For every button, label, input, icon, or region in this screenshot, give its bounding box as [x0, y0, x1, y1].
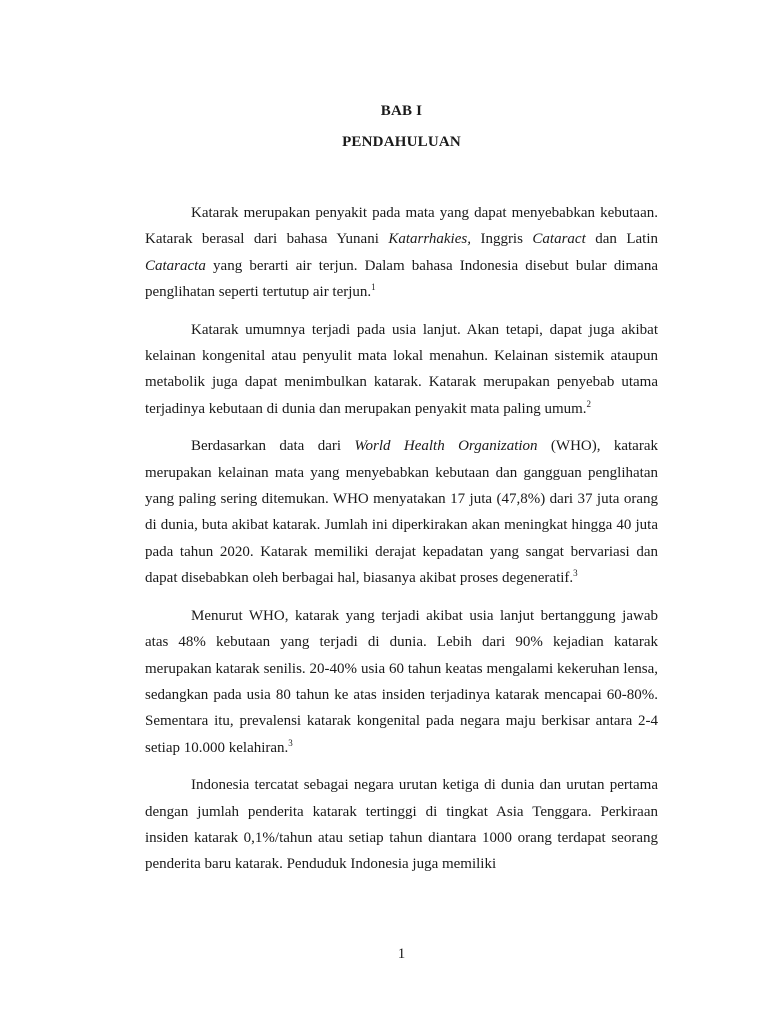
- text-run: yang berarti air terjun. Dalam bahasa Indonesia disebut bular dimana penglihatan seperti tertutup air terjun.: [145, 257, 658, 301]
- paragraph: [145, 772, 658, 878]
- chapter-title: PENDAHULUAN: [342, 134, 461, 150]
- italic-term: Katarrhakies,: [388, 231, 471, 248]
- footnote-ref: 3: [573, 568, 578, 579]
- text-run: Katarak umumnya terjadi pada usia lanjut. Akan tetapi, dapat juga akibat kelainan kongenital atau penyulit mata lokal menahun. Kelainan sistemik ataupun metabolik juga dapat menimbulkan katarak. Katarak merupakan penyebab utama terjadinya kebutaan di dunia dan merupakan penyakit mata paling umum.: [145, 321, 658, 417]
- text-run: Menurut WHO, katarak yang terjadi akibat usia lanjut bertanggung jawab atas 48% kebutaan yang terjadi di dunia. Lebih dari 90% kejadian katarak merupakan katarak senilis. 20-40% usia 60 tahun keatas mengalami kekeruhan lensa, sedangkan pada usia 80 tahun ke atas insiden terjadinya katarak mencapai 60-80%. Sementara itu, prevalensi katarak kongenital pada negara maju berkisar antara 2-4 setiap 10.000 kelahiran.: [145, 607, 658, 756]
- footnote-ref: 3: [288, 737, 293, 748]
- chapter-number: BAB I: [380, 103, 423, 119]
- text-run: dan Latin: [585, 231, 658, 248]
- italic-term: World Health Organization: [354, 438, 538, 455]
- text-run: Indonesia tercatat sebagai negara urutan ketiga di dunia dan urutan pertama dengan jumlah penderita katarak tertinggi di tingkat Asia Tenggara. Perkiraan insiden katarak 0,1%/tahun atau setiap tahun diantara 1000 orang terdapat seorang penderita baru katarak. Penduduk Indonesia juga memiliki: [145, 777, 658, 873]
- paragraph: [145, 317, 658, 423]
- paragraph: [145, 433, 658, 591]
- page-number: 1: [397, 946, 406, 962]
- text-run: Katarak merupakan penyakit pada mata yang dapat menyebabkan kebutaan. Katarak berasal dari bahasa Yunani: [145, 205, 658, 248]
- text-run: Berdasarkan data dari: [191, 438, 355, 455]
- paragraph: [145, 200, 658, 306]
- body-text: [145, 200, 658, 889]
- paragraph: [145, 603, 658, 761]
- italic-term: Cataracta: [145, 257, 206, 274]
- italic-term: Cataract: [532, 231, 586, 248]
- footnote-ref: 2: [586, 398, 592, 409]
- document-page: [145, 0, 658, 1024]
- text-run: Inggris: [470, 231, 533, 248]
- footnote-ref: 1: [371, 282, 376, 293]
- text-run: (WHO), katarak merupakan kelainan mata yang menyebabkan kebutaan dan gangguan penglihatan yang paling sering ditemukan. WHO menyatakan 17 juta (47,8%) dari 37 juta orang di dunia, buta akibat katarak. Jumlah ini diperkirakan akan meningkat hingga 40 juta pada tahun 2020. Katarak memiliki derajat kepadatan yang sangat bervariasi dan dapat disebabkan oleh berbagai hal, biasanya akibat proses degeneratif.: [145, 438, 658, 587]
